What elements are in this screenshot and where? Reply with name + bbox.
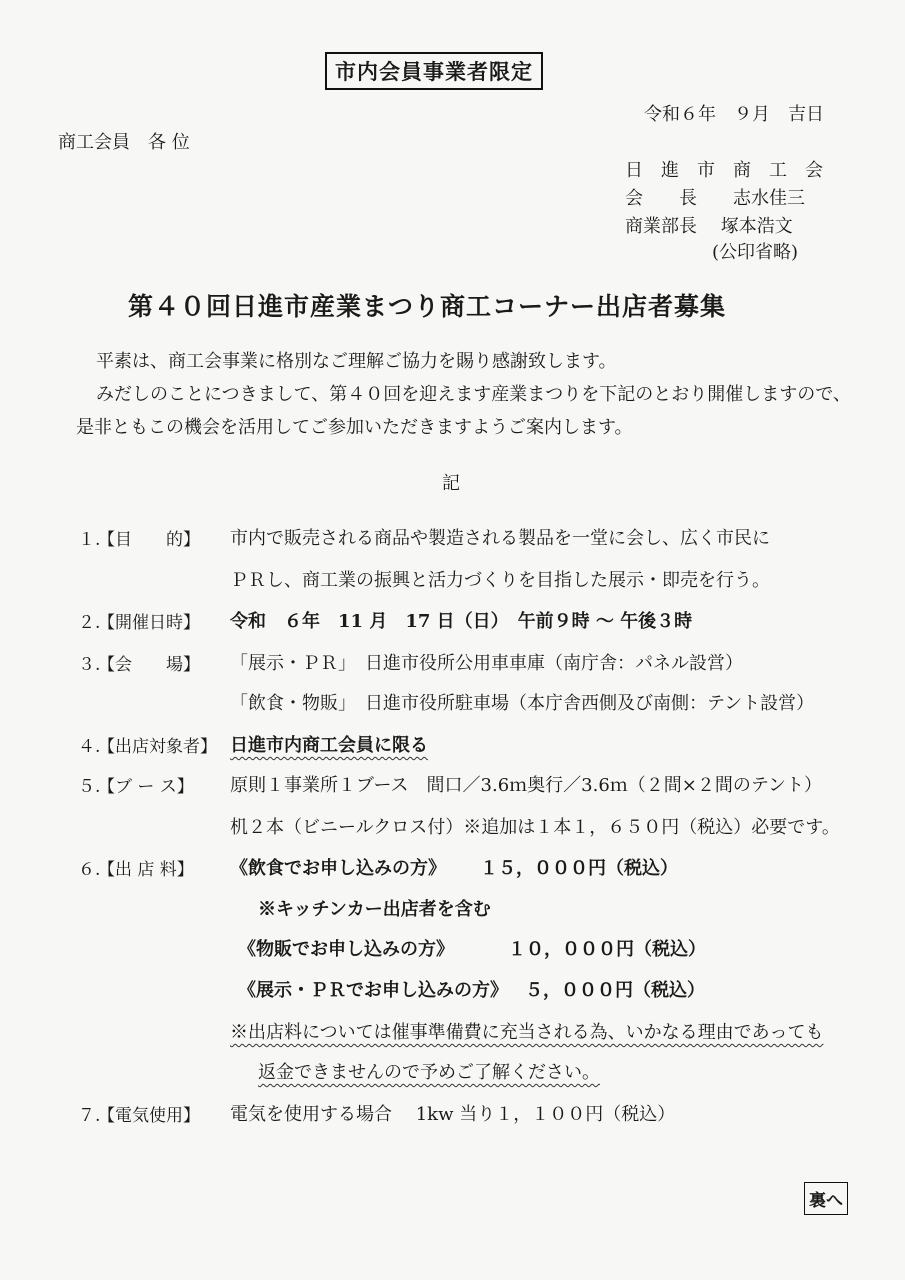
purpose-line-2: ＰＲし、商工業の振興と活力づくりを目指した展示・即売を行う。 [230,570,770,591]
item-4-label: 【出店対象者】 [98,737,217,757]
item-5-number: ５. [78,777,101,797]
item-7-number: ７. [78,1106,101,1126]
fee-food-label: 《飲食でお申し込みの方》 [230,858,446,879]
item-7-label: 【電気使用】 [98,1106,200,1126]
venue-line-1: 「展示・ＰＲ」 日進市役所公用車車庫（南庁舎：パネル設営） [230,653,743,674]
booth-line-1: 原則１事業所１ブース 間口／3.6ｍ奥行／3.6ｍ（２間×２間のテント） [230,775,822,796]
members-only-badge: 市内会員事業者限定 [325,52,543,90]
fee-food-price: １５，０００円（税込） [480,858,678,879]
issue-date: 令和６年 ９月 吉日 [644,104,824,125]
addressee: 商工会員 各 位 [58,132,190,153]
booth-line-2: 机２本（ビニールクロス付）※追加は１本１，６５０円（税込）必要です。 [230,817,840,838]
item-1-number: １. [78,530,101,550]
eligibility: 日進市内商工会員に限る [230,735,428,756]
venue-line-2: 「飲食・物販」 日進市役所駐車場（本庁舎西側及び南側：テント設営） [230,693,815,714]
fee-pr-label: 《展示・ＰＲでお申し込みの方》 [238,980,508,1001]
refund-note-line-2: 返金できませんので予めご了解ください。 [258,1062,600,1083]
item-2-label: 【開催日時】 [98,613,200,633]
see-reverse-badge: 裏へ [804,1182,848,1215]
fee-pr-price: ５，０００円（税込） [525,980,705,1001]
item-4-number: ４. [78,737,101,757]
item-2-number: ２. [78,613,101,633]
item-3-number: ３. [78,655,101,675]
ki-heading: 記 [442,473,460,494]
sender-president: 会 長 志水佳三 [625,188,805,209]
electricity-fee: 電気を使用する場合 1kw 当り１，１００円（税込） [230,1104,676,1125]
item-6-number: ６. [78,860,101,880]
item-1-label: 【目 的】 [98,530,200,550]
item-5-label: 【ブ ー ス】 [98,777,194,797]
fee-sales-label: 《物販でお申し込みの方》 [238,939,454,960]
purpose-line-1: 市内で販売される商品や製造される製品を一堂に会し、広く市民に [230,528,770,549]
item-6-label: 【出 店 料】 [98,860,194,880]
seal-omitted-note: (公印省略) [712,242,799,263]
sender-dept-head: 商業部長 塚本浩文 [625,216,793,237]
fee-sales-price: １０，０００円（税込） [508,939,706,960]
intro-line-1: 平素は、商工会事業に格別なご理解ご協力を賜り感謝致します。 [96,351,617,372]
intro-line-3: 是非ともこの機会を活用してご参加いただきますようご案内します。 [76,417,633,438]
page-title: 第４０回日進市産業まつり商工コーナー出店者募集 [128,292,727,321]
event-datetime: 令和 ６年 11 月 17 日（日） 午前９時 ～ 午後３時 [230,611,693,632]
item-3-label: 【会 場】 [98,655,200,675]
refund-note-line-1: ※出店料については催事準備費に充当される為、いかなる理由であっても [230,1022,824,1043]
intro-line-2: みだしのことにつきまして、第４０回を迎えます産業まつりを下記のとおり開催しますので、 [96,384,851,405]
sender-org: 日 進 市 商 工 会 [625,160,823,181]
kitchen-car-note: ※キッチンカー出店者を含む [258,899,491,920]
